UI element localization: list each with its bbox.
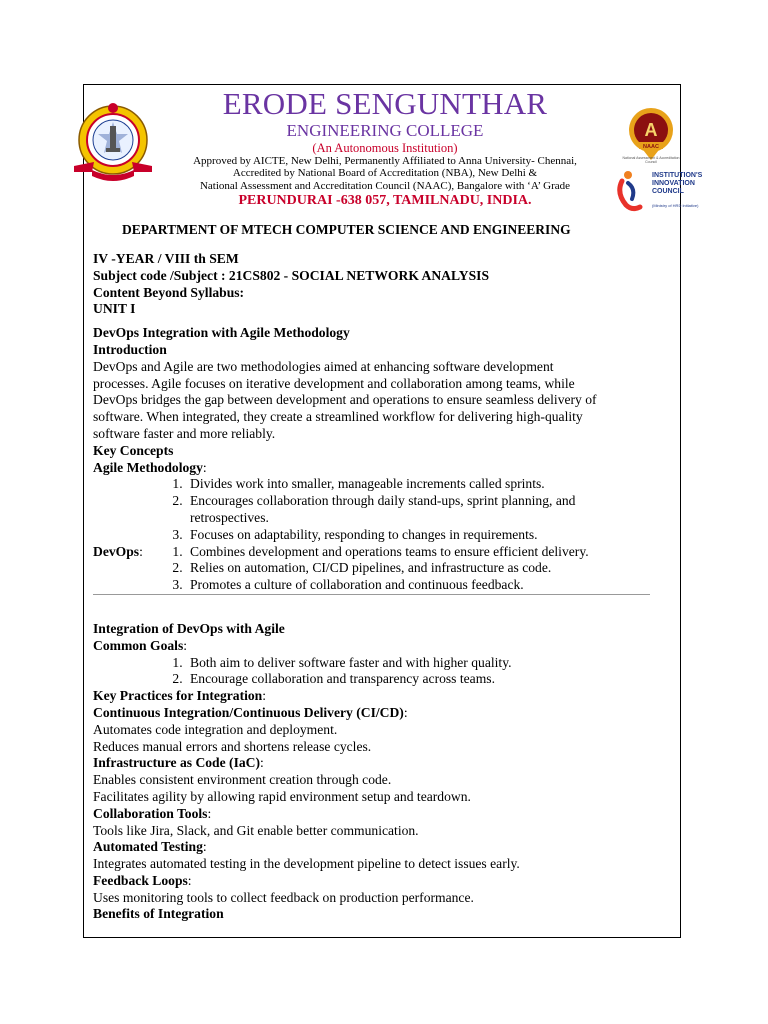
intro-heading: Introduction [93,341,167,357]
devops-heading: DevOps [93,543,140,559]
list-item: 2. Encourages collaboration through daily stand-ups, sprint planning, and retrospectives. [186,493,679,527]
list-item: 1. Divides work into smaller, manageable increments called sprints. [186,476,679,493]
cicd-line: Continuous Integration/Continuous Delivery (CI/CD): [93,704,408,720]
body-line: Tools like Jira, Slack, and Git enable better communication. [93,822,419,838]
collab-line: Collaboration Tools: [93,805,212,821]
iic-subtitle: (Ministry of HRD Initiative) [652,203,699,208]
approval-text: Approved by AICTE, New Delhi, Permanently Affiliated to Anna University- Chennai, Accredited by National Board of Accreditation (NBA), New Delhi & National Assessment and Accreditation Council (NAAC), Bangalore with ‘A’ Grade [193,155,577,192]
naac-badge-label: NAAC [643,144,659,150]
college-name: ERODE SENGUNTHAR [222,86,548,121]
document-body [93,251,679,923]
goals-list [93,655,679,689]
testing-line: Automated Testing: [93,839,207,855]
key-concepts-heading: Key Concepts [93,442,174,458]
intro-line: DevOps and Agile are two methodologies aimed at enhancing software development [93,358,554,374]
section-title: DevOps Integration with Agile Methodology [93,325,350,341]
body-line: Reduces manual errors and shortens release cycles. [93,738,372,754]
naac-badge-letter: A [644,120,658,140]
testing-heading: Automated Testing [93,839,203,855]
iic-title: INSTITUTION'S INNOVATION COUNCIL [652,172,703,195]
iac-line: Infrastructure as Code (IaC): [93,755,264,771]
body-line: Uses monitoring tools to collect feedback on production performance. [93,889,474,905]
list-item: 1. Combines development and operations teams to ensure efficient delivery. [186,544,679,561]
body-line: Facilitates agility by allowing rapid environment setup and teardown. [93,788,471,804]
college-subtitle: ENGINEERING COLLEGE [286,121,484,140]
cicd-heading: Continuous Integration/Continuous Delivery (CI/CD) [93,704,404,720]
list-item: 2. Relies on automation, CI/CD pipelines, and infrastructure as code. [186,560,679,577]
section-title: Integration of DevOps with Agile [93,620,285,636]
intro-line: software. When integrated, they create a streamlined workflow for delivering high-quality [93,409,583,425]
benefits-heading: Benefits of Integration [93,906,224,922]
department-title: DEPARTMENT OF MTECH COMPUTER SCIENCE AND ENGINEERING [122,222,571,237]
year-sem: IV -YEAR / VIII th SEM [93,251,239,266]
autonomous-label: (An Autonomous Institution) [312,141,458,155]
subject-line: Subject code /Subject : 21CS802 - SOCIAL NETWORK ANALYSIS [93,267,490,283]
common-goals-line: Common Goals: [93,637,188,653]
collab-heading: Collaboration Tools [93,805,208,821]
body-line: Integrates automated testing in the development pipeline to detect issues early. [93,856,520,872]
naac-caption: National Assessment & Accreditation Council [622,156,680,164]
feedback-line: Feedback Loops: [93,872,192,888]
devops-heading-line: DevOps: [93,543,143,559]
list-item: 2. Encourage collaboration and transparency across teams. [186,671,679,688]
agile-heading: Agile Methodology [93,459,203,475]
iac-heading: Infrastructure as Code (IaC) [93,755,261,771]
list-item: 3. Promotes a culture of collaboration and continuous feedback. [186,577,679,594]
body-line: Enables consistent environment creation through code. [93,772,392,788]
unit-label: UNIT I [93,301,136,317]
agile-heading-line: Agile Methodology: [93,459,207,475]
agile-list [93,476,679,543]
key-practices-heading: Key Practices for Integration [93,688,263,704]
intro-line: processes. Agile focuses on iterative development and collaboration among teams, while [93,375,575,391]
list-item: 3. Focuses on adaptability, responding to changes in requirements. [186,527,679,544]
college-emblem-logo [70,100,156,186]
intro-line: software faster and more reliably. [93,425,276,441]
common-goals-heading: Common Goals [93,637,184,653]
intro-line: DevOps bridges the gap between development and operations to ensure seamless delivery of [93,392,597,408]
key-practices-line: Key Practices for Integration: [93,688,267,704]
content-type: Content Beyond Syllabus: [93,284,245,300]
college-address: PERUNDURAI -638 057, TAMILNADU, INDIA. [238,193,532,208]
list-item: 1. Both aim to deliver software faster and with higher quality. [186,655,679,672]
devops-list [93,544,679,594]
body-line: Automates code integration and deployment. [93,721,338,737]
feedback-heading: Feedback Loops [93,872,188,888]
